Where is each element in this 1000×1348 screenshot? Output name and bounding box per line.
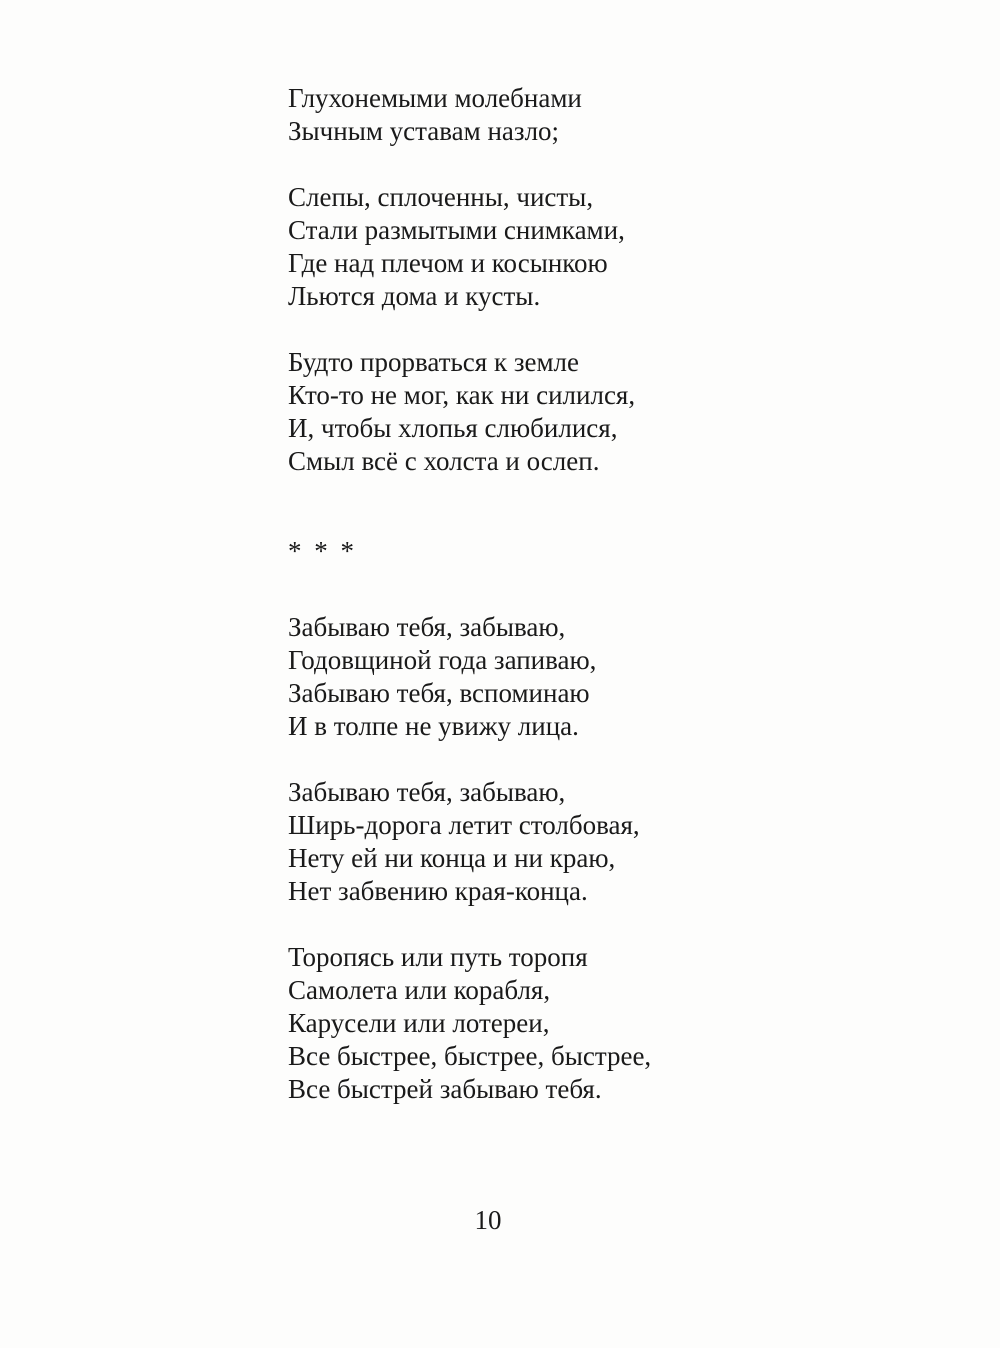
poem-line: Где над плечом и косынкою [288,248,608,278]
poem-line: Льются дома и кусты. [288,281,541,311]
stanza-2 [288,181,808,313]
poem-line: Торопясь или путь торопя [288,942,588,972]
poem-line: И в толпе не увижу лица. [288,711,579,741]
poem-line: Забываю тебя, забываю, [288,612,566,642]
poem-line: Слепы, сплоченны, чисты, [288,182,594,212]
stanza-1 [288,82,808,148]
poem-line: Карусели или лотереи, [288,1008,550,1038]
poem-line: Самолета или корабля, [288,975,551,1005]
stanza-3 [288,346,808,478]
poem-line: Смыл всё с холста и ослеп. [288,446,600,476]
poem-line: Кто-то не мог, как ни силился, [288,380,636,410]
poem-line: Будто прорваться к земле [288,347,580,377]
poem-line: Стали размытыми снимками, [288,215,625,245]
poem-line: Ширь-дорога летит столбовая, [288,810,640,840]
poem-line: Все быстрее, быстрее, быстрее, [288,1041,652,1071]
poem-line: Нету ей ни конца и ни краю, [288,843,616,873]
poem-line: Годовщиной года запиваю, [288,645,597,675]
poem-line: И, чтобы хлопья слюбилися, [288,413,618,443]
page-number: 10 [474,1205,502,1235]
poem-line: Глухонемыми молебнами [288,83,582,113]
poem-line: Забываю тебя, забываю, [288,777,566,807]
poem-separator: * * * [288,536,357,566]
poem-line: Нет забвению края-конца. [288,876,588,906]
stanza-5 [288,776,808,908]
poem-line: Все быстрей забываю тебя. [288,1074,602,1104]
poem-text [288,82,808,1106]
poem-line: Зычным уставам назло; [288,116,560,146]
stanza-6 [288,941,808,1106]
poem-line: Забываю тебя, вспоминаю [288,678,590,708]
stanza-4 [288,611,808,743]
